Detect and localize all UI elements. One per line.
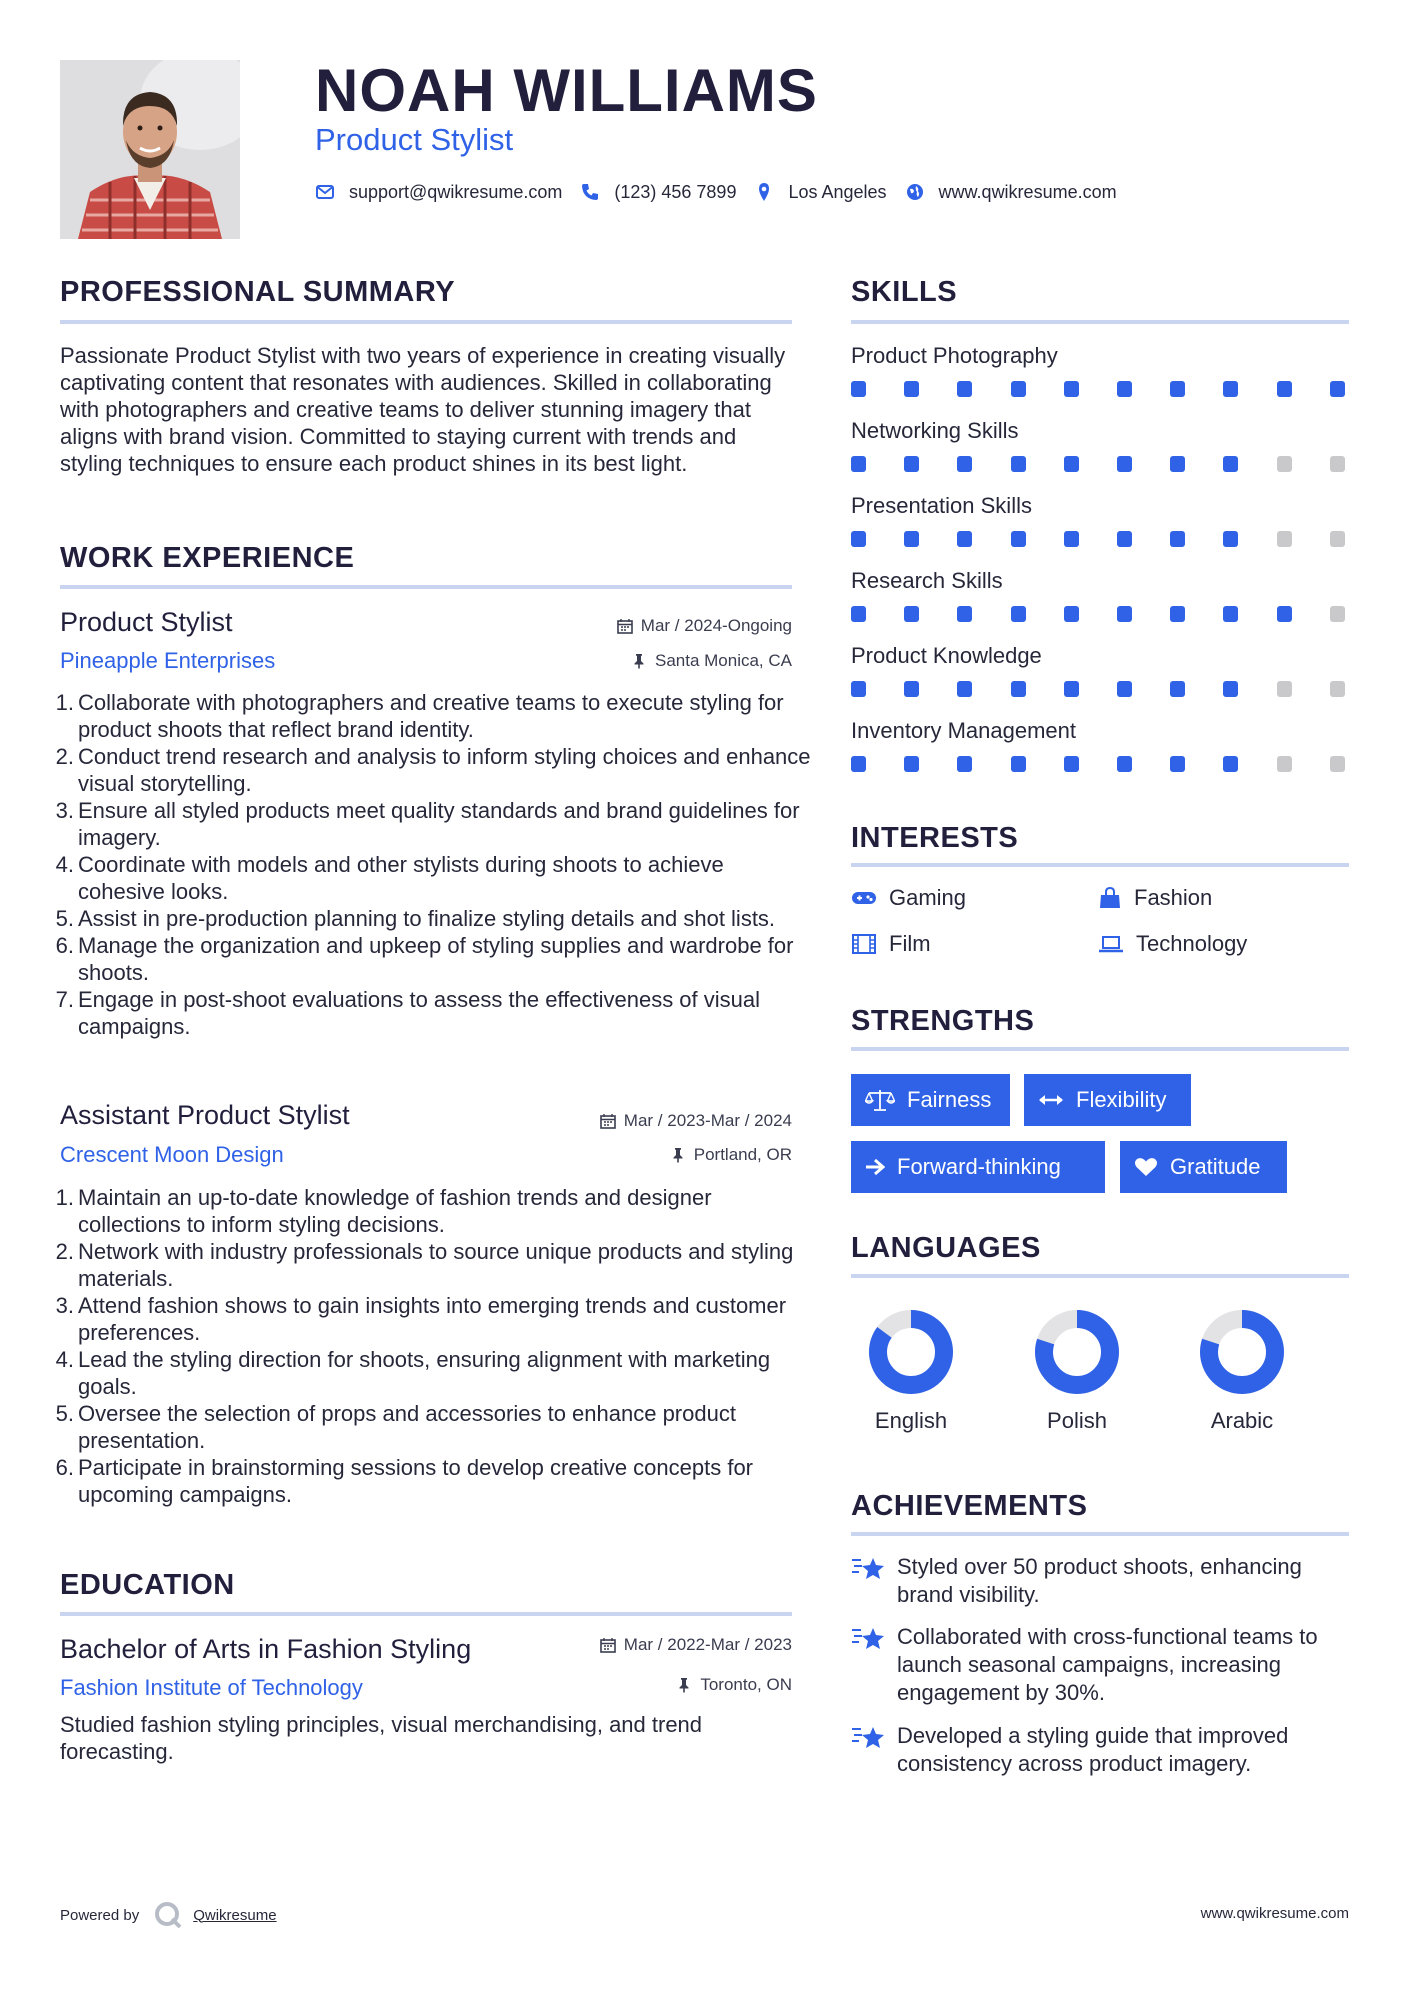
achievement-text: Styled over 50 product shoots, enhancing brand visibility. (897, 1554, 1302, 1607)
skill-rating (851, 381, 1349, 397)
interest-label: Gaming (889, 885, 967, 910)
skill-name: Research Skills (851, 568, 1003, 593)
calendar-icon (617, 618, 633, 634)
interest-item-film (851, 929, 931, 959)
job-company: Crescent Moon Design (60, 1142, 284, 1167)
shooting-star-icon (851, 1555, 885, 1583)
rating-dot-filled (1277, 606, 1292, 622)
rating-dot-filled (1064, 381, 1079, 397)
skill-name: Product Photography (851, 343, 1058, 368)
shooting-star-icon (851, 1724, 885, 1752)
footer-website[interactable]: www.qwikresume.com (1200, 1905, 1349, 1922)
strength-chip-flexibility (1024, 1074, 1191, 1126)
globe-icon (905, 182, 925, 202)
education-location-text: Toronto, ON (700, 1675, 792, 1694)
phone-text: (123) 456 7899 (614, 181, 737, 202)
candidate-title: Product Stylist (315, 122, 514, 157)
location-text: Los Angeles (788, 181, 887, 202)
interest-label: Technology (1136, 931, 1248, 956)
list-item: Network with industry professionals to source unique products and styling materials. (78, 1239, 794, 1291)
list-item: Conduct trend research and analysis to inform styling choices and enhance visual storytelling. (78, 744, 811, 796)
laptop-icon (1098, 934, 1124, 954)
job-location (440, 1144, 792, 1166)
skill-name: Presentation Skills (851, 493, 1032, 518)
skill-rating (851, 456, 1349, 472)
contact-email[interactable] (315, 182, 562, 203)
rating-dot-filled (1223, 531, 1238, 547)
footer-powered-by (60, 1900, 277, 1930)
language-level-ring (867, 1308, 955, 1396)
language-name: Arabic (1210, 1408, 1274, 1433)
achievements-heading: ACHIEVEMENTS (851, 1490, 1088, 1522)
rating-dot-empty (1330, 756, 1345, 772)
skill-rating (851, 681, 1349, 697)
rating-dot-empty (1277, 681, 1292, 697)
strengths-heading: STRENGTHS (851, 1005, 1035, 1037)
rating-dot-filled (1170, 531, 1185, 547)
education-heading: EDUCATION (60, 1569, 235, 1601)
candidate-name: NOAH WILLIAMS (315, 57, 818, 124)
shopping-bag-icon (1098, 887, 1122, 909)
job-date-text: Mar / 2023-Mar / 2024 (623, 1111, 792, 1130)
job-title: Product Stylist (60, 607, 233, 637)
job-duties-list (60, 689, 813, 1040)
summary-text: Passionate Product Stylist with two years of experience in creating visually captivating content that resonates with audiences. Skilled in collaborating with photographers and creative teams to deliver stunning imagery that aligns with brand vision. Committed to staying current with trends and styling techniques to ensure each product shines in its best light. (60, 343, 786, 476)
calendar-icon (600, 1113, 616, 1129)
rating-dot-filled (851, 381, 866, 397)
heart-icon (1134, 1157, 1158, 1177)
interest-item-fashion (1098, 883, 1212, 913)
rating-dot-filled (1170, 456, 1185, 472)
skill-name: Inventory Management (851, 718, 1077, 743)
rating-dot-empty (1277, 531, 1292, 547)
rating-dot-filled (1330, 381, 1345, 397)
rating-dot-filled (904, 681, 919, 697)
website-text: www.qwikresume.com (938, 181, 1117, 202)
job-location (440, 650, 792, 672)
language-item (1017, 1308, 1137, 1434)
list-item: Participate in brainstorming sessions to develop creative concepts for upcoming campaigns. (78, 1455, 754, 1507)
achievement-item (851, 1553, 1337, 1609)
contact-phone[interactable] (580, 182, 736, 203)
arrows-horizontal-icon (1038, 1093, 1064, 1107)
strength-chip-fairness (851, 1074, 1010, 1126)
contact-location (754, 182, 886, 203)
rating-dot-filled (957, 606, 972, 622)
rating-dot-filled (904, 531, 919, 547)
rating-dot-filled (1117, 531, 1132, 547)
envelope-icon (315, 182, 335, 202)
languages-heading: LANGUAGES (851, 1232, 1041, 1264)
school-name: Fashion Institute of Technology (60, 1675, 363, 1700)
list-item: Assist in pre-production planning to finalize styling details and shot lists. (78, 906, 776, 931)
shooting-star-icon (851, 1625, 885, 1653)
achievement-item (851, 1623, 1337, 1707)
list-item: Oversee the selection of props and accessories to enhance product presentation. (78, 1401, 736, 1453)
interests-heading: INTERESTS (851, 822, 1019, 854)
rating-dot-filled (851, 531, 866, 547)
rating-dot-filled (1011, 681, 1026, 697)
rating-dot-filled (1011, 756, 1026, 772)
education-date (440, 1634, 792, 1656)
arrow-right-icon (865, 1158, 885, 1176)
list-item: Maintain an up-to-date knowledge of fashion trends and designer collections to inform styling decisions. (78, 1185, 712, 1237)
rating-dot-filled (1117, 456, 1132, 472)
balance-scale-icon (865, 1089, 895, 1111)
rating-dot-filled (957, 756, 972, 772)
achievements-divider (851, 1532, 1349, 1536)
email-text: support@qwikresume.com (349, 181, 563, 202)
rating-dot-empty (1330, 456, 1345, 472)
education-divider (60, 1612, 792, 1616)
rating-dot-empty (1330, 606, 1345, 622)
rating-dot-filled (957, 456, 972, 472)
language-name: Polish (1047, 1408, 1107, 1433)
brand-link[interactable]: Qwikresume (193, 1906, 277, 1924)
rating-dot-filled (904, 456, 919, 472)
rating-dot-empty (1330, 681, 1345, 697)
rating-dot-empty (1277, 456, 1292, 472)
rating-dot-filled (1117, 756, 1132, 772)
rating-dot-filled (1011, 531, 1026, 547)
rating-dot-filled (851, 456, 866, 472)
list-item: Manage the organization and upkeep of styling supplies and wardrobe for shoots. (78, 933, 794, 985)
pushpin-icon (676, 1677, 692, 1693)
contact-website[interactable] (905, 182, 1117, 203)
interest-label: Film (889, 931, 931, 956)
rating-dot-filled (1223, 456, 1238, 472)
rating-dot-filled (1117, 681, 1132, 697)
contact-bar (315, 178, 1135, 206)
list-item: Collaborate with photographers and creative teams to execute styling for product shoots that reflect brand identity. (78, 690, 784, 742)
experience-divider (60, 585, 792, 589)
map-pin-icon (754, 182, 774, 202)
languages-divider (851, 1274, 1349, 1278)
rating-dot-filled (1064, 456, 1079, 472)
language-level-ring (1033, 1308, 1121, 1396)
film-icon (851, 933, 877, 955)
rating-dot-filled (1223, 756, 1238, 772)
rating-dot-filled (904, 381, 919, 397)
rating-dot-filled (1011, 606, 1026, 622)
skills-divider (851, 320, 1349, 324)
rating-dot-filled (957, 681, 972, 697)
list-item: Lead the styling direction for shoots, ensuring alignment with marketing goals. (78, 1347, 771, 1399)
rating-dot-filled (1064, 531, 1079, 547)
rating-dot-filled (1064, 681, 1079, 697)
achievement-item (851, 1722, 1337, 1778)
strength-chip-forward-thinking (851, 1141, 1105, 1193)
portrait-image (60, 60, 240, 239)
education-description: Studied fashion styling principles, visual merchandising, and trend forecasting. (60, 1712, 703, 1764)
pushpin-icon (631, 653, 647, 669)
pushpin-icon (670, 1147, 686, 1163)
rating-dot-filled (1170, 381, 1185, 397)
rating-dot-filled (1223, 381, 1238, 397)
skill-rating (851, 606, 1349, 622)
strength-label: Forward-thinking (897, 1154, 1061, 1179)
rating-dot-filled (1011, 381, 1026, 397)
achievement-text: Developed a styling guide that improved consistency across product imagery. (897, 1723, 1289, 1776)
calendar-icon (600, 1637, 616, 1653)
profile-photo (60, 60, 240, 239)
job-date (440, 1110, 792, 1132)
language-item (1182, 1308, 1302, 1434)
rating-dot-filled (851, 756, 866, 772)
rating-dot-filled (1170, 606, 1185, 622)
interest-label: Fashion (1134, 885, 1213, 910)
skill-rating (851, 756, 1349, 772)
rating-dot-filled (1117, 606, 1132, 622)
gamepad-icon (851, 889, 877, 907)
language-level-ring (1198, 1308, 1286, 1396)
education-location (440, 1674, 792, 1696)
rating-dot-filled (904, 606, 919, 622)
skill-name: Product Knowledge (851, 643, 1042, 668)
language-item (851, 1308, 971, 1434)
strength-label: Fairness (907, 1087, 992, 1112)
job-date (440, 615, 792, 637)
rating-dot-filled (851, 606, 866, 622)
job-date-text: Mar / 2024-Ongoing (640, 616, 792, 635)
rating-dot-filled (1117, 381, 1132, 397)
powered-by-label: Powered by (60, 1906, 140, 1924)
qwikresume-logo-icon (153, 1900, 183, 1930)
interest-item-gaming (851, 883, 966, 913)
language-name: English (874, 1408, 948, 1433)
job-title: Assistant Product Stylist (60, 1100, 350, 1130)
job-company: Pineapple Enterprises (60, 648, 276, 673)
rating-dot-filled (1011, 456, 1026, 472)
rating-dot-filled (1223, 606, 1238, 622)
list-item: Engage in post-shoot evaluations to assess the effectiveness of visual campaigns. (78, 987, 761, 1039)
achievement-text: Collaborated with cross-functional teams to launch seasonal campaigns, increasing engagement by 30%. (897, 1624, 1318, 1705)
rating-dot-filled (1170, 681, 1185, 697)
job-duties-list (60, 1184, 813, 1508)
list-item: Ensure all styled products meet quality standards and brand guidelines for imagery. (78, 798, 800, 850)
rating-dot-filled (851, 681, 866, 697)
experience-heading: WORK EXPERIENCE (60, 542, 355, 574)
phone-icon (580, 182, 600, 202)
rating-dot-filled (1064, 606, 1079, 622)
rating-dot-filled (1064, 756, 1079, 772)
skills-heading: SKILLS (851, 276, 958, 308)
strength-label: Flexibility (1076, 1087, 1167, 1112)
strength-label: Gratitude (1170, 1154, 1261, 1179)
interests-divider (851, 863, 1349, 867)
skill-rating (851, 531, 1349, 547)
strengths-divider (851, 1047, 1349, 1051)
summary-divider (60, 320, 792, 324)
summary-heading: PROFESSIONAL SUMMARY (60, 276, 456, 308)
rating-dot-filled (957, 381, 972, 397)
interest-item-technology (1098, 929, 1247, 959)
rating-dot-filled (957, 531, 972, 547)
degree-title: Bachelor of Arts in Fashion Styling (60, 1634, 472, 1664)
list-item: Attend fashion shows to gain insights into emerging trends and customer preferences. (78, 1293, 787, 1345)
strength-chip-gratitude (1120, 1141, 1287, 1193)
rating-dot-filled (1223, 681, 1238, 697)
rating-dot-filled (1170, 756, 1185, 772)
rating-dot-filled (904, 756, 919, 772)
education-date-text: Mar / 2022-Mar / 2023 (623, 1635, 792, 1654)
rating-dot-filled (1277, 381, 1292, 397)
rating-dot-empty (1277, 756, 1292, 772)
job-location-text: Portland, OR (693, 1145, 792, 1164)
job-location-text: Santa Monica, CA (654, 651, 792, 670)
list-item: Coordinate with models and other stylists during shoots to achieve cohesive looks. (78, 852, 724, 904)
rating-dot-empty (1330, 531, 1345, 547)
skill-name: Networking Skills (851, 418, 1019, 443)
